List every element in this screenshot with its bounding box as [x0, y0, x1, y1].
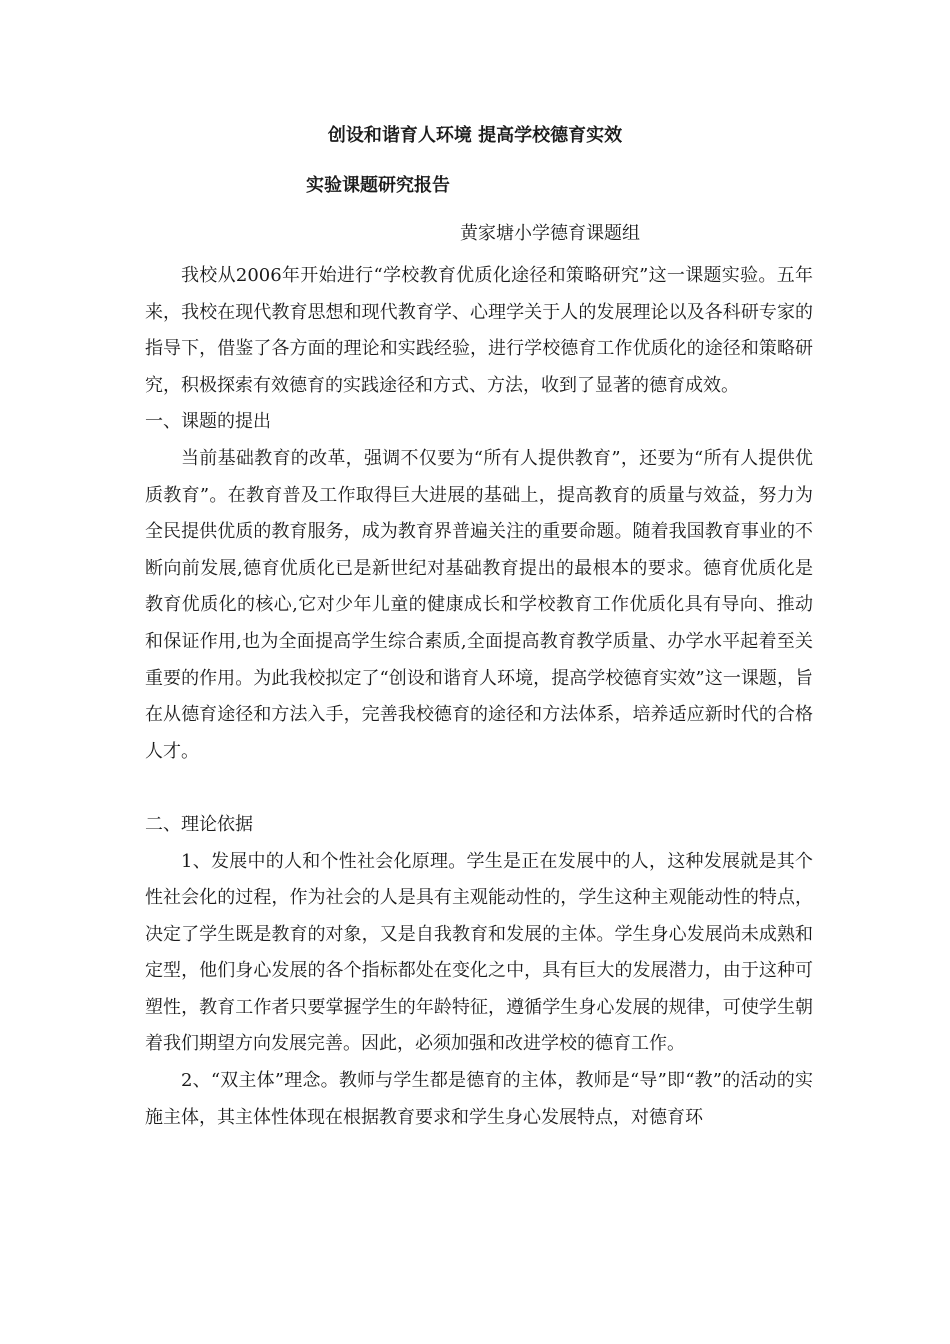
document-author: 黄家塘小学德育课题组	[460, 223, 640, 244]
document-subtitle: 实验课题研究报告	[306, 175, 450, 196]
section-heading-2: 二、理论依据	[145, 813, 253, 835]
section-1-paragraph: 当前基础教育的改革，强调不仅要为“所有人提供教育”，还要为“所有人提供优质教育”。在教育普及工作取得巨大进展的基础上，提高教育的质量与效益，努力为全民提供优质的教育服务，成为教育界普遍关注的重要命题。随着我国教育事业的不断向前发展,德育优质化已是新世纪对基础教育提出的最根本的要求。德育优质化是教育优质化的核心,它对少年儿童的健康成长和学校教育工作优质化具有导向、推动和保证作用,也为全面提高学生综合素质,全面提高教育教学质量、办学水平起着至关重要的作用。为此我校拟定了“创设和谐育人环境，提高学校德育实效”这一课题，旨在从德育途径和方法入手，完善我校德育的途径和方法体系，培养适应新时代的合格人才。	[145, 447, 813, 762]
section-heading-1: 一、课题的提出	[145, 411, 271, 433]
section-2-paragraph-1: 1、发展中的人和个性社会化原理。学生是正在发展中的人，这种发展就是其个性社会化的过程，作为社会的人是具有主观能动性的，学生这种主观能动性的特点，决定了学生既是教育的对象，又是自我教育和发展的主体。学生身心发展尚未成熟和定型，他们身心发展的各个指标都处在变化之中，具有巨大的发展潜力，由于这种可塑性，教育工作者只要掌握学生的年龄特征，遵循学生身心发展的规律，可使学生朝着我们期望方向发展完善。因此，必须加强和改进学校的德育工作。	[145, 850, 813, 1055]
section-2-paragraph-2: 2、“双主体”理念。教师与学生都是德育的主体，教师是“导”即“教”的活动的实施主体，其主体性体现在根据教育要求和学生身心发展特点，对德育环	[145, 1070, 813, 1128]
paragraph-gap	[145, 770, 813, 807]
document-title: 创设和谐育人环境 提高学校德育实效	[327, 125, 623, 146]
document-body	[145, 258, 813, 1136]
intro-paragraph: 我校从2006年开始进行“学校教育优质化途径和策略研究”这一课题实验。五年来，我校在现代教育思想和现代教育学、心理学关于人的发展理论以及各科研专家的指导下，借鉴了各方面的理论和实践经验，进行学校德育工作优质化的途径和策略研究，积极探索有效德育的实践途径和方式、方法，收到了显著的德育成效。	[145, 265, 813, 396]
